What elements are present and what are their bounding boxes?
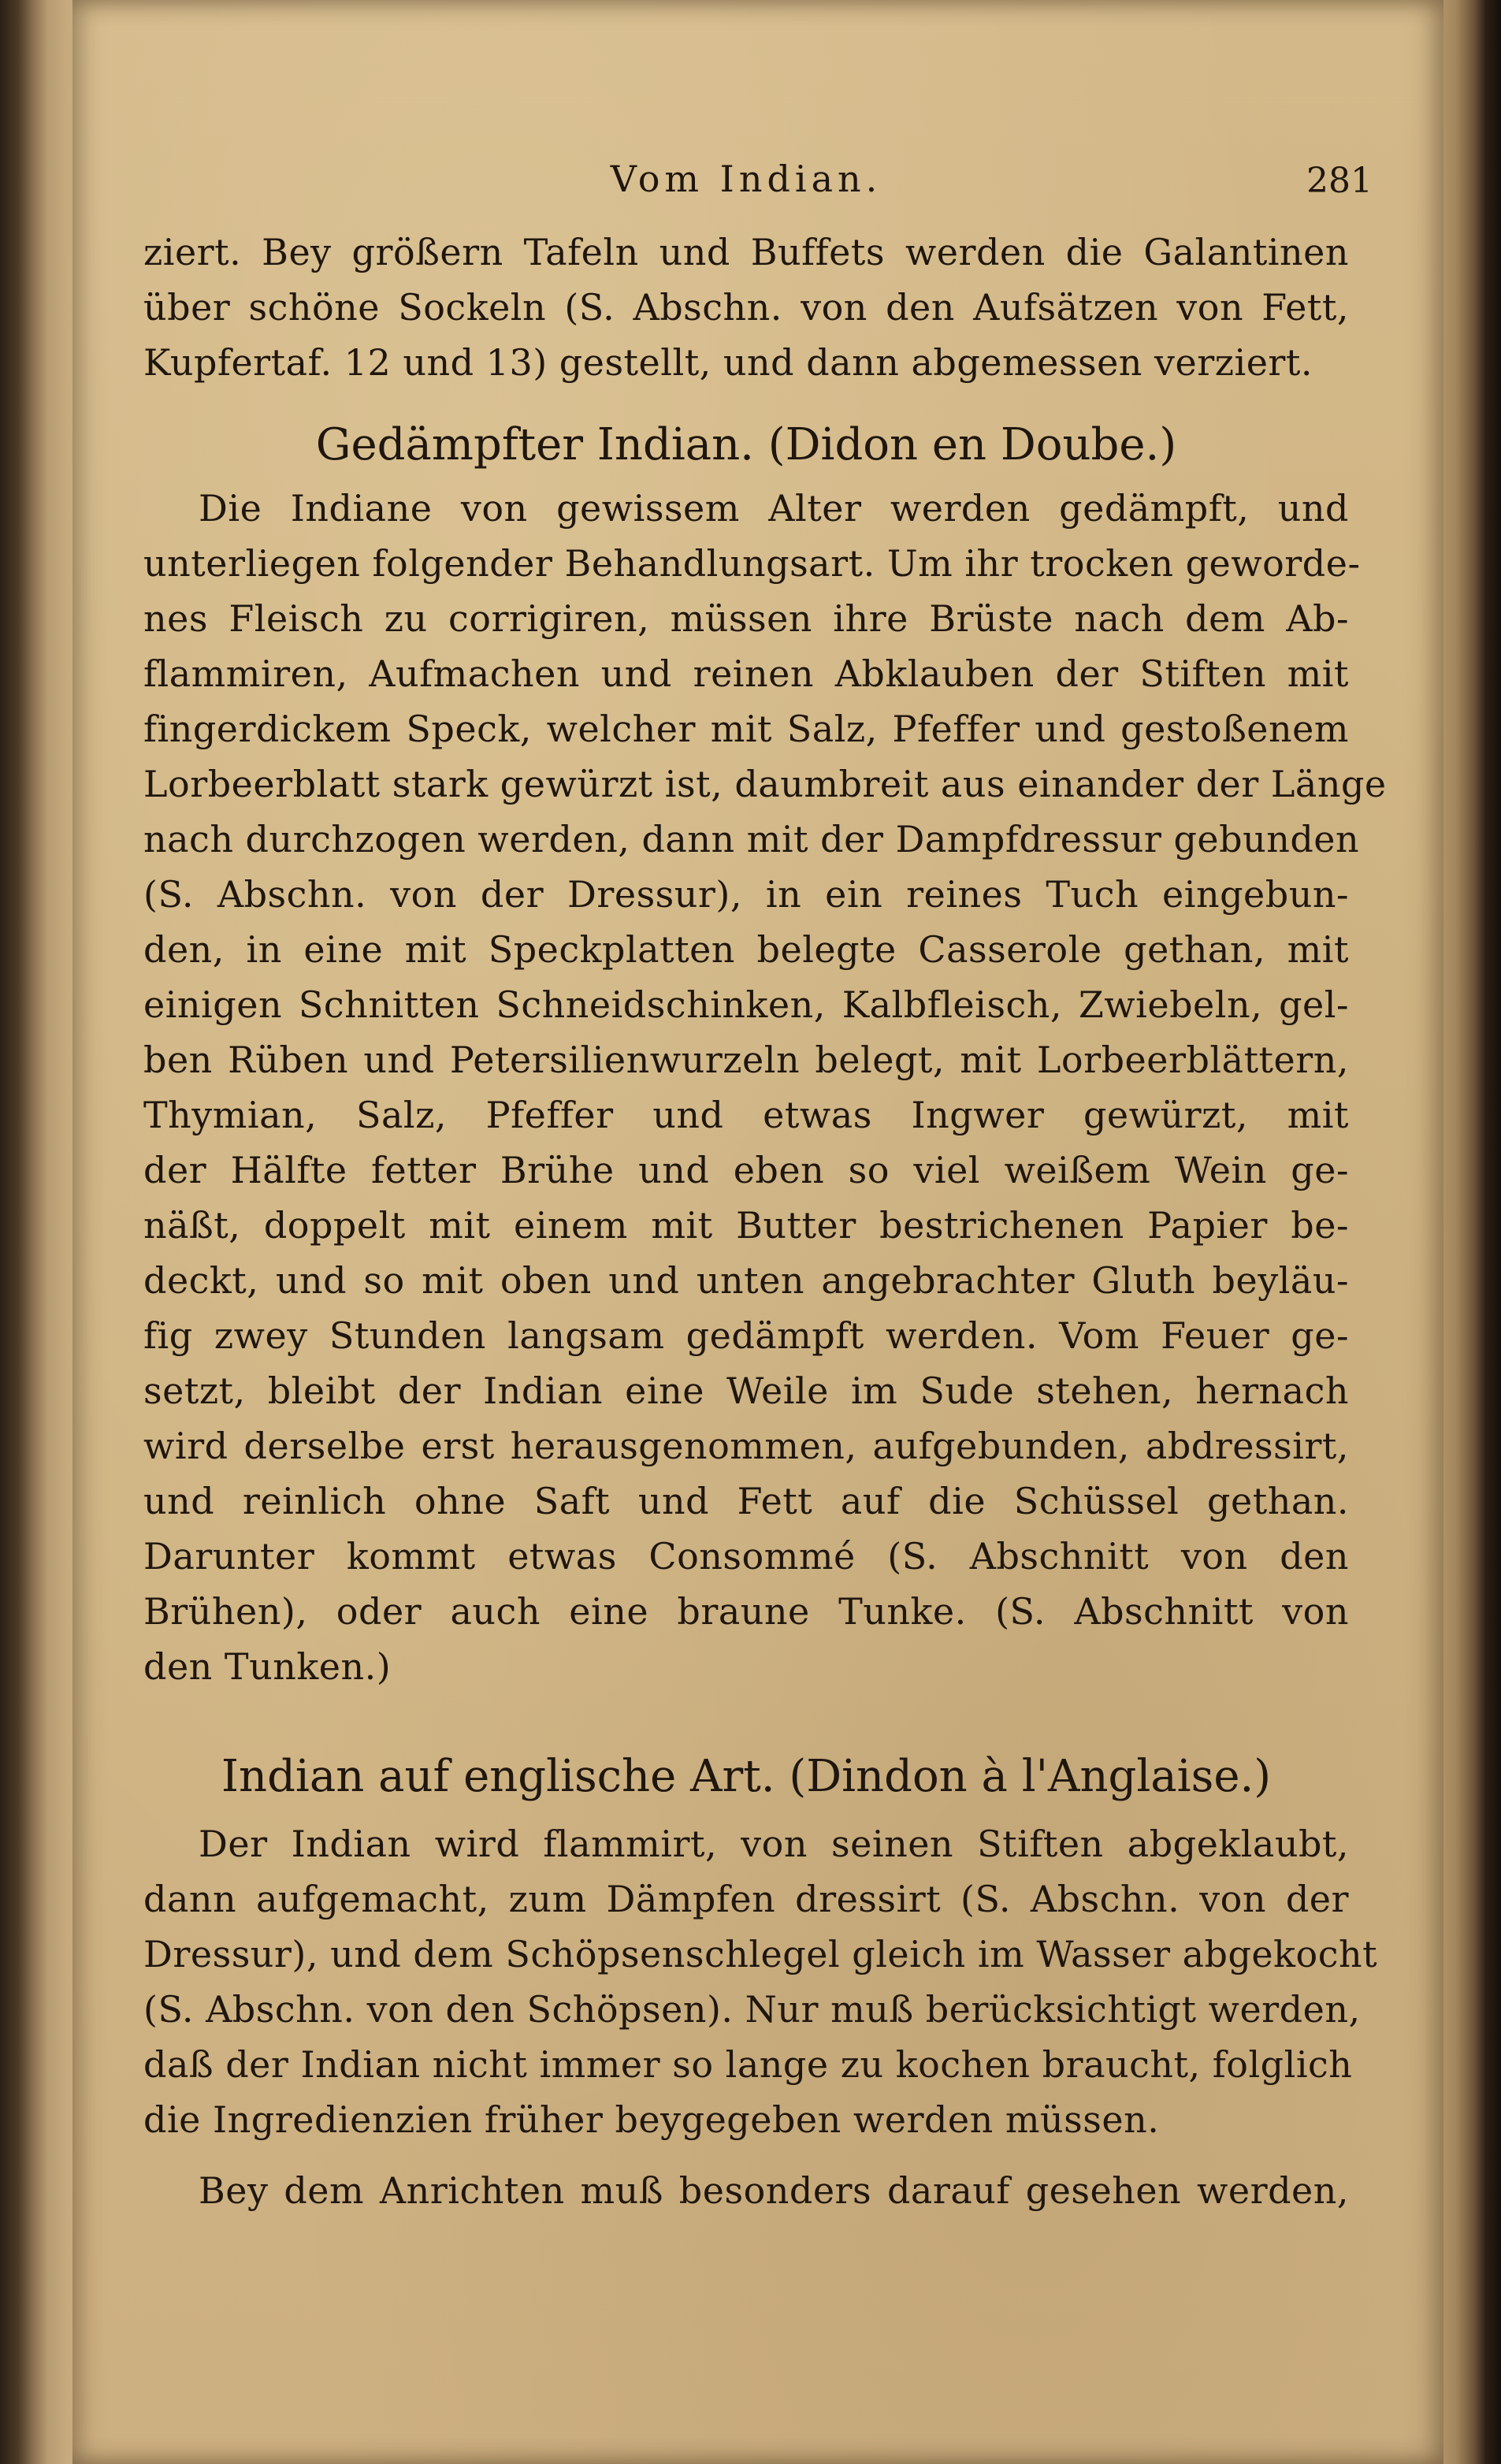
body-line: flammiren, Aufmachen und reinen Abklauben der Stiften mit <box>143 652 1349 695</box>
body-line: deckt, und so mit oben und unten angebrachter Gluth beyläu- <box>143 1259 1349 1302</box>
body-line: wird derselbe erst herausgenommen, aufgebunden, abdressirt, <box>143 1425 1349 1467</box>
body-line: Thymian, Salz, Pfeffer und etwas Ingwer gewürzt, mit <box>143 1094 1349 1136</box>
body-line: über schöne Sockeln (S. Abschn. von den Aufsätzen von Fett, <box>143 286 1349 329</box>
body-line: Dressur), und dem Schöpsenschlegel gleich im Wasser abgekocht <box>143 1933 1378 1975</box>
body-line: näßt, doppelt mit einem mit Butter bestrichenen Papier be- <box>143 1204 1349 1247</box>
body-line: Brühen), oder auch eine braune Tunke. (S. Abschnitt von <box>143 1590 1349 1633</box>
running-title: Vom Indian. <box>610 158 882 200</box>
body-line: den Tunken.) <box>143 1645 392 1688</box>
body-line: fig zwey Stunden langsam gedämpft werden. Vom Feuer ge- <box>143 1314 1349 1357</box>
body-line: unterliegen folgender Behandlungsart. Um ihr trocken geworde- <box>143 542 1361 585</box>
body-line: setzt, bleibt der Indian eine Weile im Sude stehen, hernach <box>143 1370 1349 1412</box>
running-head <box>143 158 1373 205</box>
body-line: die Ingredienzien früher beygegeben werden müssen. <box>143 2098 1160 2141</box>
body-line: nes Fleisch zu corrigiren, müssen ihre Brüste nach dem Ab- <box>143 597 1349 640</box>
body-line: (S. Abschn. von der Dressur), in ein reines Tuch eingebun- <box>143 873 1349 916</box>
body-line: (S. Abschn. von den Schöpsen). Nur muß berücksichtigt werden, <box>143 1988 1361 2031</box>
body-line: ben Rüben und Petersilienwurzeln belegt, mit Lorbeerblättern, <box>143 1039 1349 1081</box>
body-line: und reinlich ohne Saft und Fett auf die Schüssel gethan. <box>143 1480 1349 1522</box>
body-line: Lorbeerblatt stark gewürzt ist, daumbreit aus einander der Länge <box>143 763 1387 805</box>
body-line: einigen Schnitten Schneidschinken, Kalbfleisch, Zwiebeln, gel- <box>143 983 1349 1026</box>
page-number: 281 <box>1306 161 1373 201</box>
section-heading: Gedämpfter Indian. (Didon en Doube.) <box>315 419 1177 470</box>
section-heading: Indian auf englische Art. (Dindon à l'Anglaise.) <box>221 1751 1272 1802</box>
body-line: fingerdickem Speck, welcher mit Salz, Pfeffer und gestoßenem <box>143 708 1349 750</box>
body-line: Die Indiane von gewissem Alter werden gedämpft, und <box>199 487 1349 530</box>
body-line: ziert. Bey größern Tafeln und Buffets werden die Galantinen <box>143 231 1349 273</box>
body-line: den, in eine mit Speckplatten belegte Casserole gethan, mit <box>143 928 1349 971</box>
book-page <box>72 0 1443 2464</box>
body-line: der Hälfte fetter Brühe und eben so viel weißem Wein ge- <box>143 1149 1349 1191</box>
body-line: dann aufgemacht, zum Dämpfen dressirt (S. Abschn. von der <box>143 1878 1349 1920</box>
body-line: nach durchzogen werden, dann mit der Dampfdressur gebunden <box>143 818 1360 860</box>
body-line: Kupfertaf. 12 und 13) gestellt, und dann abgemessen verziert. <box>143 341 1313 384</box>
body-line: Darunter kommt etwas Consommé (S. Abschnitt von den <box>143 1535 1349 1578</box>
body-line: Bey dem Anrichten muß besonders darauf gesehen werden, <box>199 2169 1349 2212</box>
body-line: Der Indian wird flammirt, von seinen Stiften abgeklaubt, <box>199 1823 1349 1865</box>
body-line: daß der Indian nicht immer so lange zu kochen braucht, folglich <box>143 2043 1353 2086</box>
